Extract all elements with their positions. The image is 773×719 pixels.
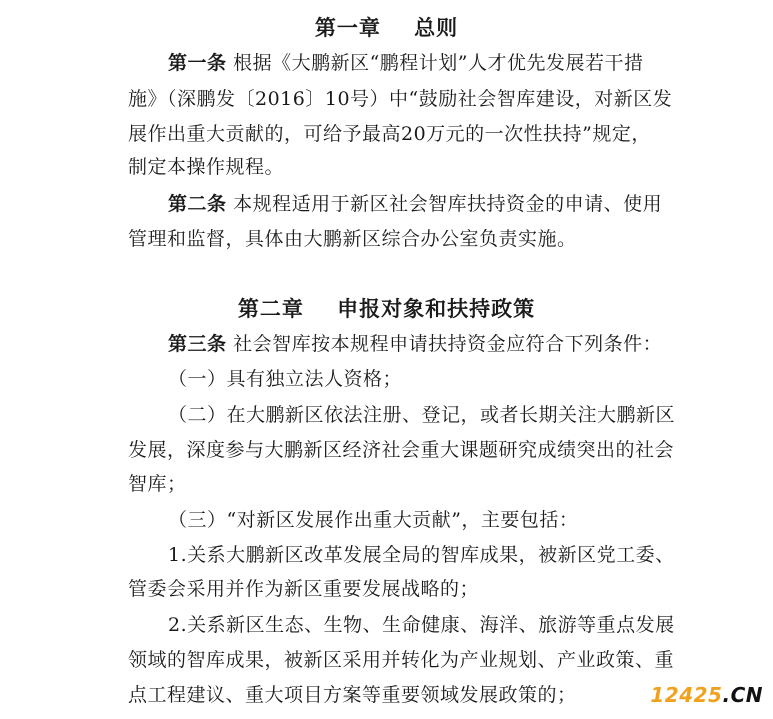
article-2-line-2: 管理和监督，具体由大鹏新区综合办公室负责实施。	[128, 228, 577, 250]
article-1-label: 第一条	[168, 52, 227, 74]
article-1-line-3: 展作出重大贡献的，可给予最高20万元的一次性扶持”规定，	[128, 123, 651, 145]
article-2-line-1: 第二条 本规程适用于新区社会智库扶持资金的申请、使用	[168, 193, 663, 215]
condition-1: （一）具有独立法人资格；	[168, 368, 403, 390]
watermark-number: 12425	[650, 683, 723, 707]
article-2-label: 第二条	[168, 193, 227, 215]
chapter-2-heading: 第二章 申报对象和扶持政策	[237, 297, 536, 321]
chapter-1-heading: 第一章 总则	[314, 16, 459, 40]
contribution-2-line-2: 领域的智库成果，被新区采用并转化为产业规划、产业政策、重	[128, 649, 675, 671]
condition-3: （三）“对新区发展作出重大贡献”，主要包括：	[168, 509, 579, 531]
watermark-domain: .CN	[722, 683, 763, 707]
condition-2-line-1: （二）在大鹏新区依法注册、登记，或者长期关注大鹏新区	[168, 404, 676, 426]
article-1-line-2: 施》（深鹏发〔2016〕10号）中“鼓励社会智库建设，对新区发	[128, 88, 673, 110]
site-watermark	[650, 683, 763, 707]
article-3-label: 第三条	[168, 333, 227, 355]
article-1-line-4: 制定本操作规程。	[128, 156, 285, 178]
contribution-1-line-1: 1.关系大鹏新区改革发展全局的智库成果，被新区党工委、	[168, 544, 675, 566]
contribution-2-line-3: 点工程建议、重大项目方案等重要领域发展政策的；	[128, 684, 577, 706]
contribution-1-line-2: 管委会采用并作为新区重要发展战略的；	[128, 578, 480, 600]
condition-2-line-3: 智库；	[128, 473, 187, 495]
contribution-2-line-1: 2.关系新区生态、生物、生命健康、海洋、旅游等重点发展	[168, 614, 675, 636]
article-3-line-1: 第三条 社会智库按本规程申请扶持资金应符合下列条件：	[168, 333, 663, 355]
article-1-line-1: 第一条 根据《大鹏新区“鹏程计划”人才优先发展若干措	[168, 52, 644, 74]
condition-2-line-2: 发展，深度参与大鹏新区经济社会重大课题研究成绩突出的社会	[128, 439, 675, 461]
